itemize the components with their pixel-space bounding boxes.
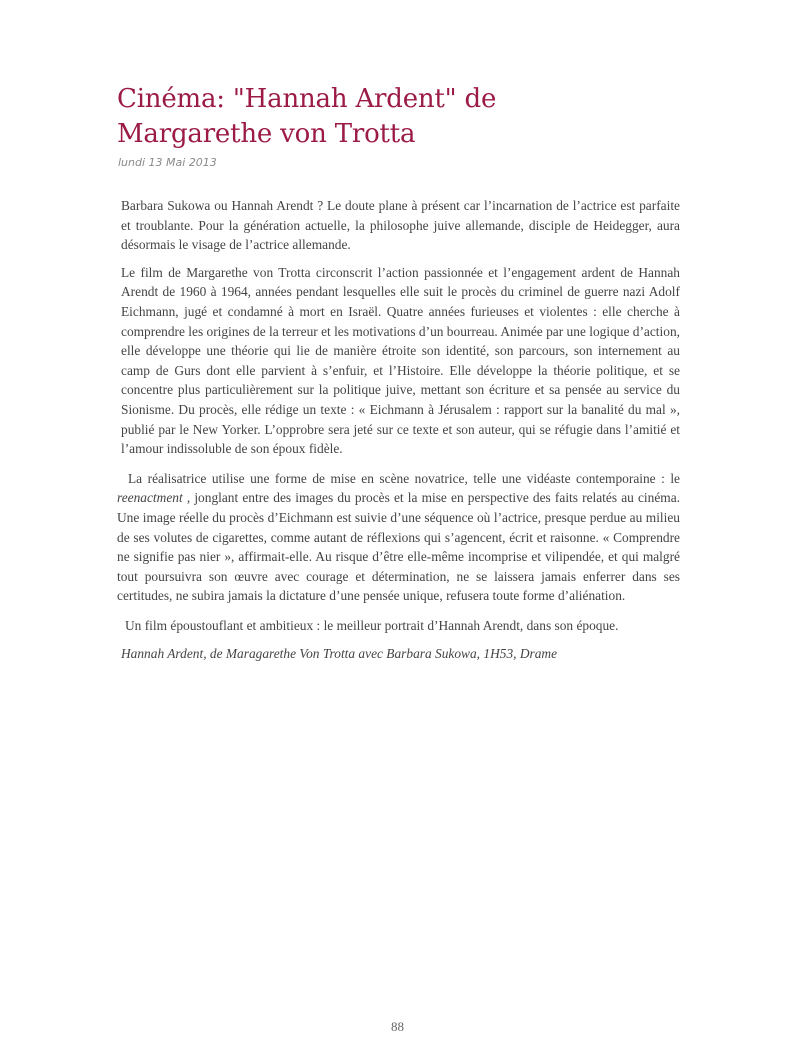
article: [117, 82, 680, 664]
article-date: lundi 13 Mai 2013: [118, 156, 217, 169]
article-title-line2: Margarethe von Trotta: [117, 119, 416, 149]
paragraph-direction-part2: , jonglant entre des images du procès et la mise en perspective des faits relatés au cinéma. Une image réelle du procès d’Eichmann est suivie d’une séquence où l’actrice, presque perdue au milieu de ses volutes de cigarettes, comme autant de réflexions qui s’agencent, écrit et raisonne. « Comprendre ne signifie pas nier », affirmait-elle. Au risque d’être elle-même incomprise et vilipendée, et qui malgré tout poursuivra son œuvre avec courage et détermination, ne se laissera jamais enferrer dans ses certitudes, ne subira jamais la dictature d’une pensée unique, refusera toute forme d’aliénation.: [117, 490, 680, 604]
article-title-line1: Cinéma: "Hannah Ardent" de: [117, 84, 497, 114]
paragraph-synopsis: Le film de Margarethe von Trotta circonscrit l’action passionnée et l’engagement ardent de Hannah Arendt de 1960 à 1964, années pendant lesquelles elle suit le procès du criminel de guerre nazi Adolf Eichmann, jugé et condamné à mort en Israël. Quatre années furieuses et violentes : elle cherche à comprendre les origines de la terreur et les motivations d’un bourreau. Animée par une logique d’action, elle développe une théorie qui lie de manière étroite son identité, son parcours, son internement au camp de Gurs dont elle parvient à s’enfuir, et l’Histoire. Elle développe la théorie politique, et se concentre plus particulièrement sur la politique juive, mettant son écriture et sa pensée au service du Sionisme. Du procès, elle rédige un texte : « Eichmann à Jérusalem : rapport sur la banalité du mal », publié par le New Yorker. L’opprobre sera jeté sur ce texte et son auteur, qui se réfugie dans l’amitié et l’amour indissoluble de son époux fidèle.: [121, 264, 680, 457]
reenactment-emphasis: reenactment: [117, 490, 183, 506]
film-credits: Hannah Ardent, de Maragarethe Von Trotta avec Barbara Sukowa, 1H53, Drame: [121, 646, 558, 662]
paragraph-intro: Barbara Sukowa ou Hannah Arendt ? Le doute plane à présent car l’incarnation de l’actrice est parfaite et troublante. Pour la génération actuelle, la philosophe juive allemande, disciple de Heidegger, aura désormais le visage de l’actrice allemande.: [121, 198, 680, 253]
page-number: 88: [391, 1019, 404, 1034]
article-title: [117, 82, 680, 152]
paragraph-direction-part1: La réalisatrice utilise une forme de mise en scène novatrice, telle une vidéaste contemporaine : le: [128, 470, 680, 486]
paragraph-verdict: Un film époustouflant et ambitieux : le meilleur portrait d’Hannah Arendt, dans son époque.: [125, 617, 619, 633]
paragraph-direction: [117, 469, 680, 606]
